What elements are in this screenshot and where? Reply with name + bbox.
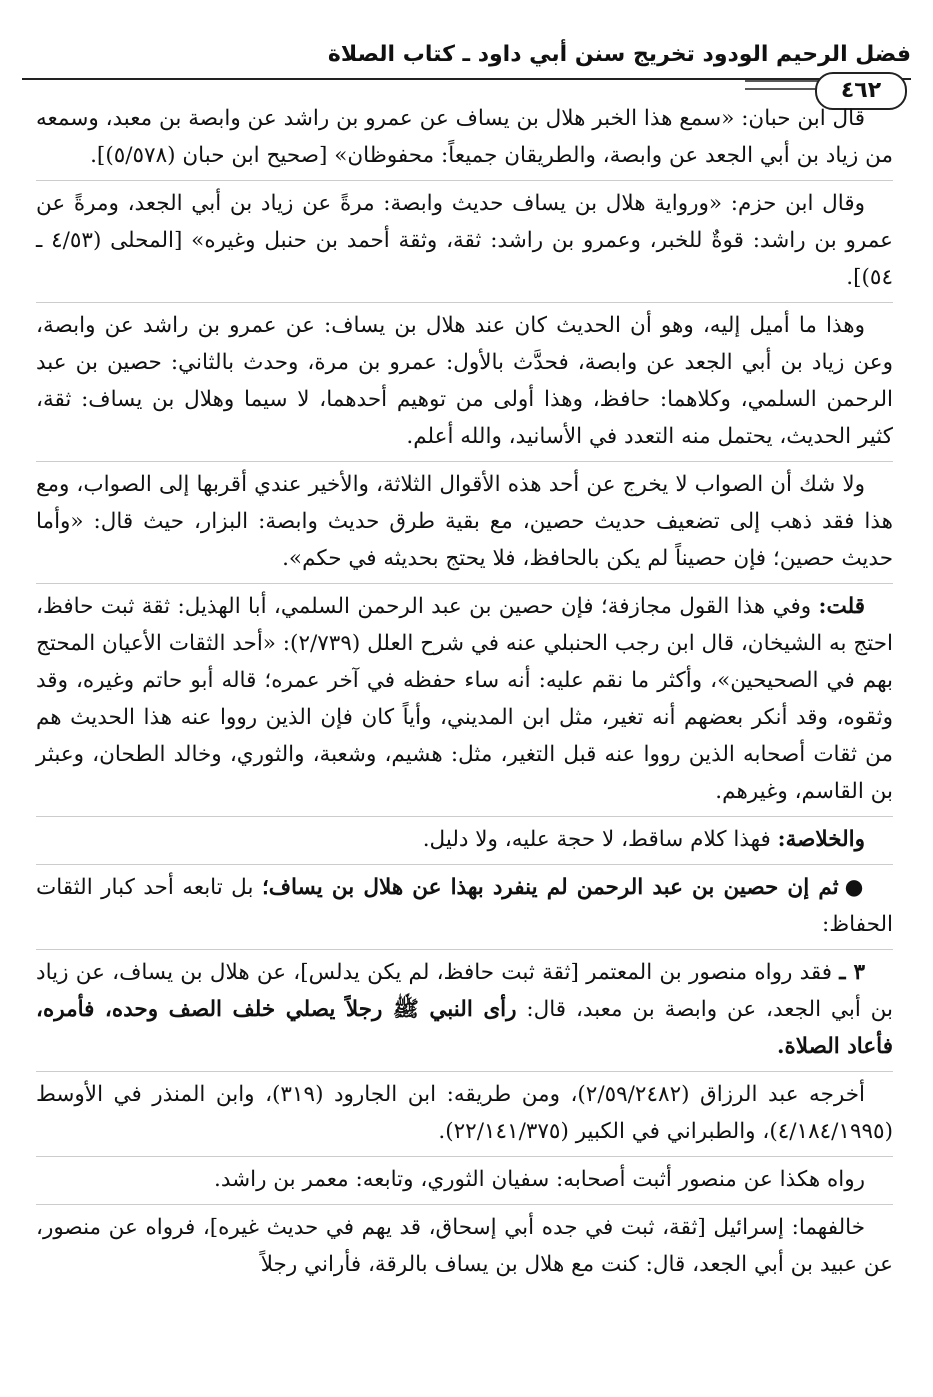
paragraph-riwayah bbox=[36, 1156, 893, 1198]
paragraph-lead: والخلاصة: bbox=[777, 827, 865, 852]
body-text bbox=[36, 100, 893, 1379]
paragraph-text: فقد رواه منصور بن المعتمر [ثقة ثبت حافظ، لم يكن يدلس]، عن هلال بن يساف، عن زياد بن أبي الجعد، عن وابصة بن معبد، قال: bbox=[36, 960, 893, 1022]
paragraph-text: وهذا ما أميل إليه، وهو أن الحديث كان عند هلال بن يساف: عن عمرو بن راشد عن وابصة، وعن زياد بن أبي الجعد عن وابصة، فحدَّث بالأول: عمرو بن مرة، وحدث بالثاني: حصين بن عبد الرحمن السلمي، وكلاهما: حافظ، وهذا أولى من توهيم أحدهما، لا سيما وهلال بن يساف: ثقة، كثير الحديث، يحتمل منه التعدد في الأسانيد، والله أعلم. bbox=[36, 313, 893, 449]
running-title: فضل الرحيم الودود تخريج سنن أبي داود ـ كتاب الصلاة bbox=[327, 42, 911, 67]
paragraph-israil bbox=[36, 1204, 893, 1283]
paragraph-conclusion bbox=[36, 816, 893, 858]
paragraph-ibn-hazm bbox=[36, 180, 893, 296]
page-number: ٤٦٢ bbox=[815, 72, 907, 110]
hadith-text: رأى النبي ﷺ رجلاً يصلي خلف الصف وحده، فأمره، فأعاد الصلاة. bbox=[36, 997, 893, 1059]
paragraph-text: ولا شك أن الصواب لا يخرج عن أحد هذه الأقوال الثلاثة، والأخير عندي أقربها إلى الصواب، ومع هذا فقد ذهب إلى تضعيف حديث حصين، مع بقية طرق حديث وابصة: البزار، حيث قال: «وأما حديث حصين؛ فإن حصيناً لم يكن بالحافظ، فلا يحتج بحديثه في حكم». bbox=[36, 472, 893, 571]
paragraph-lead: ثم إن حصين بن عبد الرحمن لم ينفرد بهذا عن هلال بن يساف؛ bbox=[261, 875, 839, 900]
paragraph-takhrij bbox=[36, 1071, 893, 1150]
paragraph-number: ٣ ـ bbox=[839, 960, 866, 985]
paragraph-mutabaah bbox=[36, 864, 893, 943]
bullet-icon: ● bbox=[844, 875, 866, 900]
paragraph-qultu bbox=[36, 583, 893, 810]
page-header bbox=[22, 20, 911, 103]
paragraph-text: وفي هذا القول مجازفة؛ فإن حصين بن عبد الرحمن السلمي، أبا الهذيل: ثقة ثبت حافظ، احتج به الشيخان، قال ابن رجب الحنبلي عنه في شرح العلل (٢/٧٣٩): «أحد الثقات الأعيان المحتج بهم في الصحيحين»، وأكثر ما نقم عليه: أنه ساء حفظه في آخر عمره؛ قاله أبو حاتم وغيره، وقد وثقوه، وقد أنكر بعضهم أنه تغير، مثل ابن المديني، وأياً كان فإن الذين رووا عنه هذا الحديث هم من ثقات أصحابه الذين رووا عنه قبل التغير، مثل: هشيم، وشعبة، والثوري، وخالد الطحان، وعبثر بن القاسم، وغيرهم. bbox=[35, 594, 893, 804]
paragraph-bazzar bbox=[36, 461, 893, 577]
paragraph-lead: قلت: bbox=[818, 594, 865, 619]
paragraph-text: أخرجه عبد الرزاق (٢/٥٩/٢٤٨٢)، ومن طريقه: ابن الجارود (٣١٩)، وابن المنذر في الأوسط (٤/١٨٤/١٩٩٥)، والطبراني في الكبير (٢٢/١٤١/٣٧٥). bbox=[36, 1082, 893, 1144]
paragraph-text: بل تابعه أحد كبار الثقات الحفاظ: bbox=[36, 875, 893, 937]
paragraph-text: خالفهما: إسرائيل [ثقة، ثبت في جده أبي إسحاق، قد يهم في حديث غيره]، فرواه عن منصور، عن عبيد بن أبي الجعد، قال: كنت مع هلال بن يساف بالرقة، فأراني رجلاً bbox=[36, 1215, 893, 1277]
paragraph-text: رواه هكذا عن منصور أثبت أصحابه: سفيان الثوري، وتابعه: معمر بن راشد. bbox=[213, 1167, 865, 1192]
paragraph-mansur bbox=[36, 949, 893, 1065]
paragraph-text: قال ابن حبان: «سمع هذا الخبر هلال بن يساف عن عمرو بن راشد عن وابصة بن معبد، وسمعه من زياد بن أبي الجعد عن وابصة، والطريقان جميعاً: محفوظان» [صحيح ابن حبان (٥/٥٧٨)]. bbox=[36, 106, 893, 168]
paragraph-text: فهذا كلام ساقط، لا حجة عليه، ولا دليل. bbox=[422, 827, 771, 852]
paragraph-ibn-hibban bbox=[36, 100, 893, 174]
paragraph-text: وقال ابن حزم: «ورواية هلال بن يساف حديث وابصة: مرةً عن زياد بن أبي الجعد، ومرةً عن عمرو بن راشد: قوةٌ للخبر، وعمرو بن راشد: ثقة، وثقة أحمد بن حنبل وغيره» [المحلى (٤/٥٣ ـ ٥٤)]. bbox=[36, 191, 893, 290]
paragraph-author-opinion bbox=[36, 302, 893, 455]
